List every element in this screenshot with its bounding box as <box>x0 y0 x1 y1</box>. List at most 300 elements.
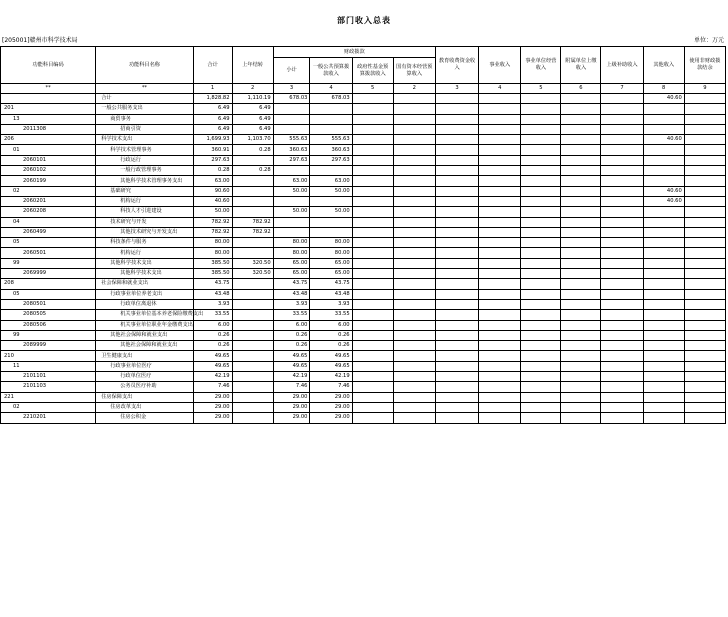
cell-total: 7.46 <box>193 382 232 392</box>
cell-empty <box>521 402 561 412</box>
table-row <box>1 124 726 134</box>
cell-empty <box>684 227 725 237</box>
cell-empty <box>435 248 478 258</box>
cell-empty <box>435 351 478 361</box>
cell-other-income <box>643 227 684 237</box>
cell-empty <box>393 114 435 124</box>
cell-subtotal: 42.19 <box>273 372 310 382</box>
cell-empty <box>352 361 393 371</box>
cell-name: 技术研究与开发 <box>96 217 193 227</box>
cell-empty <box>479 341 521 351</box>
cell-empty <box>601 289 643 299</box>
cell-carryover: 320.50 <box>232 258 273 268</box>
cell-subtotal: 0.26 <box>273 341 310 351</box>
cell-total: 6.00 <box>193 320 232 330</box>
cell-empty <box>479 186 521 196</box>
header-special-fund: 教育收费资金收入 <box>435 47 478 84</box>
cell-empty <box>393 279 435 289</box>
cell-empty <box>435 145 478 155</box>
header-subsidiary-income: 附属单位上缴收入 <box>561 47 601 84</box>
cell-total: 29.00 <box>193 402 232 412</box>
column-index-cell: 7 <box>601 84 643 94</box>
cell-code: 2080506 <box>1 320 96 330</box>
cell-empty <box>521 104 561 114</box>
cell-empty <box>684 279 725 289</box>
cell-empty <box>352 227 393 237</box>
cell-carryover <box>232 372 273 382</box>
cell-general-budget: 29.00 <box>310 413 352 423</box>
cell-empty <box>684 402 725 412</box>
cell-subtotal: 65.00 <box>273 258 310 268</box>
cell-subtotal: 3.93 <box>273 299 310 309</box>
cell-name: 科技条件与服务 <box>96 238 193 248</box>
cell-subtotal: 555.63 <box>273 135 310 145</box>
header-other-income: 其他收入 <box>643 47 684 84</box>
cell-total: 0.26 <box>193 341 232 351</box>
cell-other-income <box>643 289 684 299</box>
cell-empty <box>435 207 478 217</box>
cell-carryover <box>232 382 273 392</box>
cell-empty <box>352 166 393 176</box>
cell-empty <box>435 392 478 402</box>
cell-subtotal: 33.55 <box>273 310 310 320</box>
cell-general-budget: 0.26 <box>310 341 352 351</box>
cell-empty <box>601 124 643 134</box>
cell-empty <box>561 94 601 104</box>
cell-empty <box>684 176 725 186</box>
cell-empty <box>435 320 478 330</box>
cell-carryover <box>232 207 273 217</box>
cell-empty <box>601 196 643 206</box>
cell-general-budget: 50.00 <box>310 207 352 217</box>
cell-general-budget: 3.93 <box>310 299 352 309</box>
cell-empty <box>561 176 601 186</box>
cell-empty <box>521 289 561 299</box>
cell-empty <box>601 361 643 371</box>
table-row <box>1 372 726 382</box>
table-row <box>1 94 726 104</box>
cell-general-budget: 6.00 <box>310 320 352 330</box>
cell-general-budget <box>310 166 352 176</box>
cell-empty <box>521 392 561 402</box>
cell-empty <box>352 341 393 351</box>
column-index-cell: 2 <box>232 84 273 94</box>
cell-empty <box>684 351 725 361</box>
cell-empty <box>561 166 601 176</box>
header-state-capital: 国有资本经营预算收入 <box>393 58 435 84</box>
cell-subtotal <box>273 227 310 237</box>
cell-carryover <box>232 402 273 412</box>
cell-empty <box>561 351 601 361</box>
organization-label: [205001]赣州市科学技术局 <box>2 37 78 44</box>
cell-empty <box>521 413 561 423</box>
cell-empty <box>561 124 601 134</box>
cell-name: 其他科学技术支出 <box>96 258 193 268</box>
cell-empty <box>393 166 435 176</box>
cell-other-income <box>643 145 684 155</box>
cell-other-income <box>643 166 684 176</box>
cell-empty <box>435 289 478 299</box>
cell-total: 80.00 <box>193 248 232 258</box>
cell-empty <box>393 372 435 382</box>
cell-empty <box>684 217 725 227</box>
table-row <box>1 207 726 217</box>
cell-empty <box>393 341 435 351</box>
header-code: 功能科目编码 <box>1 47 96 84</box>
cell-empty <box>479 279 521 289</box>
cell-empty <box>435 238 478 248</box>
cell-empty <box>479 372 521 382</box>
cell-empty <box>479 145 521 155</box>
cell-empty <box>393 196 435 206</box>
cell-empty <box>561 196 601 206</box>
cell-empty <box>352 238 393 248</box>
header-carryover: 上年结转 <box>232 47 273 84</box>
cell-empty <box>352 351 393 361</box>
cell-carryover <box>232 279 273 289</box>
cell-other-income <box>643 402 684 412</box>
cell-empty <box>479 320 521 330</box>
cell-empty <box>521 330 561 340</box>
cell-carryover <box>232 351 273 361</box>
cell-code: 2101101 <box>1 372 96 382</box>
table-row <box>1 166 726 176</box>
table-row <box>1 382 726 392</box>
cell-empty <box>561 289 601 299</box>
cell-empty <box>521 372 561 382</box>
cell-carryover <box>232 299 273 309</box>
table-row <box>1 248 726 258</box>
cell-other-income <box>643 258 684 268</box>
unit-label: 单位：万元 <box>693 37 724 44</box>
table-row <box>1 341 726 351</box>
cell-empty <box>561 341 601 351</box>
cell-empty <box>435 186 478 196</box>
column-index-row <box>1 84 726 94</box>
cell-empty <box>352 94 393 104</box>
cell-name: 其他技术研究与开发支出 <box>96 227 193 237</box>
cell-empty <box>561 227 601 237</box>
cell-empty <box>684 289 725 299</box>
cell-empty <box>352 320 393 330</box>
cell-empty <box>521 258 561 268</box>
cell-code: 201 <box>1 104 96 114</box>
cell-empty <box>435 279 478 289</box>
cell-empty <box>521 94 561 104</box>
cell-carryover <box>232 155 273 165</box>
cell-general-budget: 49.65 <box>310 351 352 361</box>
column-index-cell: 5 <box>352 84 393 94</box>
cell-total: 1,699.93 <box>193 135 232 145</box>
cell-empty <box>352 196 393 206</box>
cell-empty <box>479 299 521 309</box>
cell-empty <box>684 392 725 402</box>
cell-empty <box>561 217 601 227</box>
table-row <box>1 392 726 402</box>
cell-subtotal: 678.03 <box>273 94 310 104</box>
cell-name: 商贸事务 <box>96 114 193 124</box>
cell-empty <box>601 94 643 104</box>
cell-carryover <box>232 330 273 340</box>
cell-empty <box>684 269 725 279</box>
cell-name: 机关事业单位职业年金缴费支出 <box>96 320 193 330</box>
cell-empty <box>521 135 561 145</box>
cell-empty <box>601 299 643 309</box>
cell-code: 2080505 <box>1 310 96 320</box>
table-row <box>1 279 726 289</box>
header-subtotal: 小计 <box>273 58 310 84</box>
cell-empty <box>521 186 561 196</box>
cell-general-budget <box>310 124 352 134</box>
cell-subtotal: 65.00 <box>273 269 310 279</box>
cell-total: 29.00 <box>193 392 232 402</box>
cell-empty <box>393 135 435 145</box>
table-row <box>1 145 726 155</box>
cell-empty <box>352 392 393 402</box>
cell-empty <box>393 320 435 330</box>
cell-empty <box>601 392 643 402</box>
table-row <box>1 114 726 124</box>
cell-empty <box>479 196 521 206</box>
table-row <box>1 269 726 279</box>
cell-subtotal: 49.65 <box>273 351 310 361</box>
cell-other-income <box>643 392 684 402</box>
cell-code: 2060199 <box>1 176 96 186</box>
cell-empty <box>479 166 521 176</box>
header-other-fiscal: 使用非财政拨款结余 <box>684 47 725 84</box>
cell-subtotal <box>273 217 310 227</box>
cell-total: 782.92 <box>193 227 232 237</box>
cell-carryover: 320.50 <box>232 269 273 279</box>
cell-empty <box>479 330 521 340</box>
cell-name: 行政运行 <box>96 155 193 165</box>
cell-empty <box>521 269 561 279</box>
column-index-cell: ** <box>1 84 96 94</box>
column-index-cell: 5 <box>521 84 561 94</box>
cell-code: 2060501 <box>1 248 96 258</box>
cell-empty <box>521 124 561 134</box>
cell-empty <box>684 341 725 351</box>
cell-empty <box>561 135 601 145</box>
header-operating-income: 事业单位经营收入 <box>521 47 561 84</box>
cell-empty <box>352 145 393 155</box>
cell-carryover <box>232 289 273 299</box>
cell-other-income <box>643 413 684 423</box>
cell-empty <box>684 104 725 114</box>
cell-general-budget: 63.00 <box>310 176 352 186</box>
cell-carryover <box>232 392 273 402</box>
table-row <box>1 413 726 423</box>
cell-empty <box>521 217 561 227</box>
cell-empty <box>393 361 435 371</box>
cell-code: 2210201 <box>1 413 96 423</box>
cell-empty <box>435 166 478 176</box>
cell-name: 住房改革支出 <box>96 402 193 412</box>
cell-code: 01 <box>1 145 96 155</box>
cell-subtotal: 29.00 <box>273 402 310 412</box>
cell-code: 04 <box>1 217 96 227</box>
cell-empty <box>601 279 643 289</box>
cell-empty <box>393 155 435 165</box>
cell-other-income <box>643 320 684 330</box>
cell-general-budget: 80.00 <box>310 238 352 248</box>
cell-empty <box>479 155 521 165</box>
cell-carryover <box>232 413 273 423</box>
cell-empty <box>521 238 561 248</box>
cell-empty <box>561 238 601 248</box>
cell-empty <box>561 382 601 392</box>
cell-general-budget: 50.00 <box>310 186 352 196</box>
cell-code: 05 <box>1 289 96 299</box>
cell-empty <box>393 258 435 268</box>
cell-general-budget: 42.19 <box>310 372 352 382</box>
cell-code: 02 <box>1 402 96 412</box>
cell-name: 其他科学技术支出 <box>96 269 193 279</box>
cell-empty <box>561 310 601 320</box>
cell-general-budget: 297.63 <box>310 155 352 165</box>
cell-empty <box>684 413 725 423</box>
cell-other-income <box>643 382 684 392</box>
cell-empty <box>479 94 521 104</box>
cell-empty <box>561 258 601 268</box>
cell-name: 卫生健康支出 <box>96 351 193 361</box>
cell-name: 招商引资 <box>96 124 193 134</box>
cell-other-income <box>643 341 684 351</box>
cell-empty <box>435 104 478 114</box>
header-total: 合计 <box>193 47 232 84</box>
cell-empty <box>561 361 601 371</box>
cell-other-income <box>643 310 684 320</box>
cell-empty <box>479 135 521 145</box>
cell-empty <box>479 289 521 299</box>
cell-empty <box>479 114 521 124</box>
cell-empty <box>352 217 393 227</box>
cell-name: 行政单位医疗 <box>96 372 193 382</box>
cell-empty <box>561 279 601 289</box>
cell-other-income <box>643 361 684 371</box>
cell-total: 0.26 <box>193 330 232 340</box>
cell-empty <box>479 227 521 237</box>
cell-empty <box>684 258 725 268</box>
cell-empty <box>393 299 435 309</box>
cell-empty <box>521 155 561 165</box>
cell-empty <box>393 176 435 186</box>
cell-other-income <box>643 238 684 248</box>
cell-name: 行政事业单位养老支出 <box>96 289 193 299</box>
cell-empty <box>601 248 643 258</box>
column-index-cell: 6 <box>561 84 601 94</box>
cell-empty <box>684 361 725 371</box>
cell-empty <box>684 135 725 145</box>
cell-empty <box>352 310 393 320</box>
cell-empty <box>435 372 478 382</box>
cell-empty <box>479 382 521 392</box>
cell-empty <box>352 248 393 258</box>
cell-empty <box>435 299 478 309</box>
cell-general-budget: 360.63 <box>310 145 352 155</box>
table-row <box>1 402 726 412</box>
cell-name: 合计 <box>96 94 193 104</box>
cell-other-income <box>643 299 684 309</box>
cell-empty <box>393 330 435 340</box>
table-row <box>1 135 726 145</box>
cell-other-income: 40.60 <box>643 186 684 196</box>
cell-general-budget <box>310 104 352 114</box>
cell-carryover <box>232 341 273 351</box>
cell-general-budget: 65.00 <box>310 258 352 268</box>
cell-total: 43.75 <box>193 279 232 289</box>
cell-empty <box>601 104 643 114</box>
cell-subtotal: 297.63 <box>273 155 310 165</box>
cell-subtotal: 50.00 <box>273 207 310 217</box>
column-index-cell: 4 <box>479 84 521 94</box>
table-row <box>1 258 726 268</box>
cell-empty <box>601 341 643 351</box>
cell-empty <box>684 166 725 176</box>
cell-name: 其他社会保障和就业支出 <box>96 330 193 340</box>
cell-total: 6.49 <box>193 114 232 124</box>
cell-name: 一般行政管理事务 <box>96 166 193 176</box>
cell-code <box>1 94 96 104</box>
cell-empty <box>521 166 561 176</box>
cell-empty <box>684 330 725 340</box>
cell-empty <box>521 351 561 361</box>
cell-code: 02 <box>1 186 96 196</box>
cell-subtotal: 80.00 <box>273 238 310 248</box>
cell-empty <box>352 382 393 392</box>
cell-name: 一般公共服务支出 <box>96 104 193 114</box>
cell-carryover: 782.92 <box>232 227 273 237</box>
cell-total: 49.65 <box>193 351 232 361</box>
cell-code: 2060102 <box>1 166 96 176</box>
cell-carryover <box>232 238 273 248</box>
cell-empty <box>521 299 561 309</box>
cell-empty <box>561 145 601 155</box>
cell-empty <box>435 269 478 279</box>
cell-empty <box>601 238 643 248</box>
cell-empty <box>435 382 478 392</box>
cell-empty <box>393 94 435 104</box>
cell-name: 科技人才引进建设 <box>96 207 193 217</box>
cell-code: 208 <box>1 279 96 289</box>
cell-general-budget: 43.75 <box>310 279 352 289</box>
cell-other-income <box>643 330 684 340</box>
cell-empty <box>393 351 435 361</box>
cell-name: 机构运行 <box>96 196 193 206</box>
cell-empty <box>393 104 435 114</box>
cell-total: 385.50 <box>193 269 232 279</box>
cell-empty <box>393 382 435 392</box>
cell-empty <box>479 248 521 258</box>
cell-empty <box>393 413 435 423</box>
cell-total: 40.60 <box>193 196 232 206</box>
cell-carryover <box>232 310 273 320</box>
table-row <box>1 361 726 371</box>
cell-empty <box>561 402 601 412</box>
cell-carryover <box>232 196 273 206</box>
cell-empty <box>352 135 393 145</box>
cell-total: 360.91 <box>193 145 232 155</box>
cell-code: 2060208 <box>1 207 96 217</box>
cell-general-budget <box>310 114 352 124</box>
cell-empty <box>435 413 478 423</box>
cell-total: 50.00 <box>193 207 232 217</box>
cell-empty <box>435 155 478 165</box>
cell-other-income <box>643 279 684 289</box>
cell-general-budget: 7.46 <box>310 382 352 392</box>
column-index-cell: 3 <box>435 84 478 94</box>
cell-subtotal: 63.00 <box>273 176 310 186</box>
